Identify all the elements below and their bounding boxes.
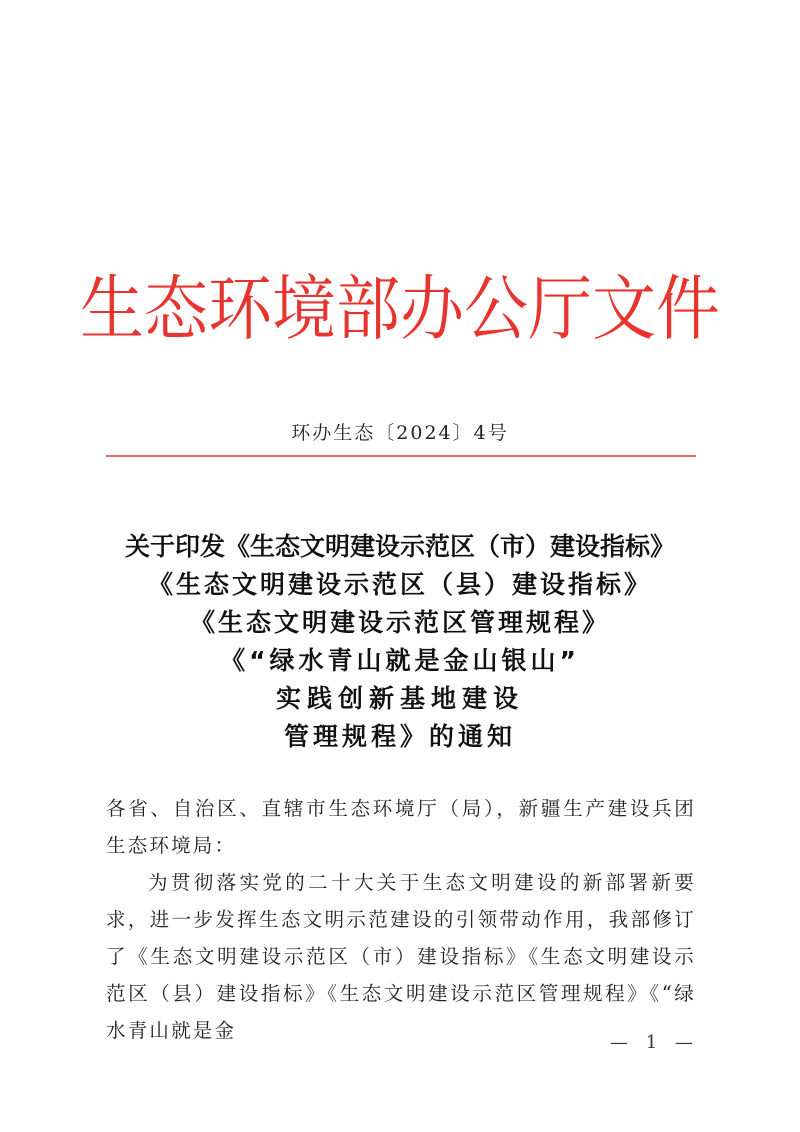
body-paragraph: 为贯彻落实党的二十大关于生态文明建设的新部署新要求，进一步发挥生态文明示范建设的引领带动作用，我部修订了《生态文明建设示范区（市）建设指标》《生态文明建设示范区（县）建设指标》《生态文明建设示范区管理规程》《“绿水青山就是金 xyxy=(106,871,696,1042)
addressee: 各省、自治区、直辖市生态环境厅（局），新疆生产建设兵团生态环境局： xyxy=(106,797,696,857)
document-number: 环办生态〔2024〕4号 xyxy=(291,422,509,444)
title-line: 实践创新基地建设 xyxy=(275,684,524,713)
page-number: — 1 — xyxy=(610,1032,699,1053)
title-line: 《生态文明建设示范区管理规程》 xyxy=(189,608,610,637)
document-body xyxy=(106,790,696,1049)
title-line: 管理规程》的通知 xyxy=(283,722,516,751)
document-masthead: 生态环境部办公厅文件 xyxy=(80,269,720,351)
title-line: 《“绿水青山就是金山银山” xyxy=(220,646,580,675)
document-title xyxy=(0,528,800,756)
red-separator-line xyxy=(106,455,696,457)
title-line: 关于印发《生态文明建设示范区（市）建设指标》 xyxy=(124,532,675,561)
title-line: 《生态文明建设示范区（县）建设指标》 xyxy=(147,570,652,599)
